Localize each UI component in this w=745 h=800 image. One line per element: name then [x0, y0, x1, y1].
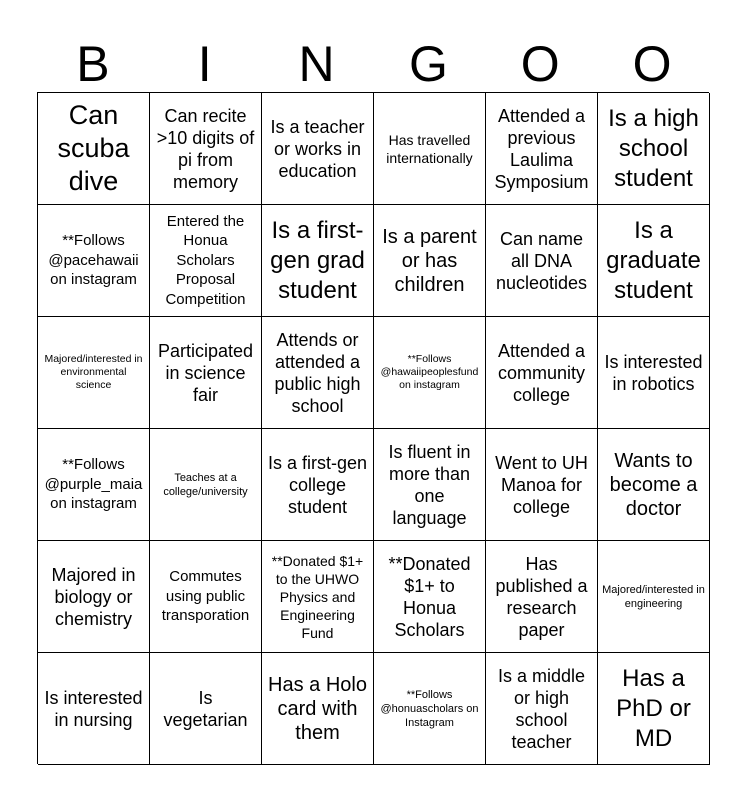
bingo-cell[interactable]: **Follows @purple_maia on instagram [38, 429, 150, 541]
bingo-cell[interactable]: Is a middle or high school teacher [486, 653, 598, 765]
bingo-cell[interactable]: Attends or attended a public high school [262, 317, 374, 429]
bingo-cell[interactable]: **Follows @pacehawaii on instagram [38, 205, 150, 317]
header-letter-g: G [408, 36, 448, 92]
bingo-cell[interactable]: Is vegetarian [150, 653, 262, 765]
bingo-cell[interactable]: Is a first-gen grad student [262, 205, 374, 317]
bingo-cell[interactable]: Can name all DNA nucleotides [486, 205, 598, 317]
bingo-cell[interactable]: Went to UH Manoa for college [486, 429, 598, 541]
bingo-cell[interactable]: Attended a previous Laulima Symposium [486, 93, 598, 205]
bingo-cell[interactable]: Commutes using public transporation [150, 541, 262, 653]
bingo-cell[interactable]: Entered the Honua Scholars Proposal Competition [150, 205, 262, 317]
bingo-cell[interactable]: Has published a research paper [486, 541, 598, 653]
bingo-cell[interactable]: **Follows @honuascholars on Instagram [374, 653, 486, 765]
bingo-cell[interactable]: Majored in biology or chemistry [38, 541, 150, 653]
bingo-cell[interactable]: Wants to become a doctor [598, 429, 710, 541]
header-letter-o: O [520, 36, 560, 92]
bingo-cell[interactable]: Majored/interested in environmental science [38, 317, 150, 429]
bingo-cell[interactable]: Is a first-gen college student [262, 429, 374, 541]
bingo-cell[interactable]: Participated in science fair [150, 317, 262, 429]
header-letter-b: B [76, 36, 110, 92]
bingo-cell[interactable]: Can recite >10 digits of pi from memory [150, 93, 262, 205]
bingo-grid [37, 92, 709, 764]
bingo-cell[interactable]: Is interested in nursing [38, 653, 150, 765]
header-letter-o-2: O [632, 36, 672, 92]
bingo-cell[interactable]: Is interested in robotics [598, 317, 710, 429]
bingo-cell[interactable]: **Follows @hawaiipeoplesfund on instagram [374, 317, 486, 429]
bingo-cell[interactable]: Is a graduate student [598, 205, 710, 317]
bingo-cell[interactable]: Teaches at a college/university [150, 429, 262, 541]
bingo-cell[interactable]: Has a Holo card with them [262, 653, 374, 765]
bingo-header [37, 35, 708, 93]
bingo-cell[interactable]: Is fluent in more than one language [374, 429, 486, 541]
bingo-cell[interactable]: Is a parent or has children [374, 205, 486, 317]
bingo-cell[interactable]: Has travelled internationally [374, 93, 486, 205]
bingo-cell[interactable]: **Donated $1+ to the UHWO Physics and Engineering Fund [262, 541, 374, 653]
bingo-cell[interactable]: Can scuba dive [38, 93, 150, 205]
header-letter-n: N [298, 36, 335, 92]
bingo-cell[interactable]: Attended a community college [486, 317, 598, 429]
bingo-cell[interactable]: Has a PhD or MD [598, 653, 710, 765]
bingo-cell[interactable]: Is a teacher or works in education [262, 93, 374, 205]
bingo-cell[interactable]: **Donated $1+ to Honua Scholars [374, 541, 486, 653]
bingo-cell[interactable]: Is a high school student [598, 93, 710, 205]
bingo-cell[interactable]: Majored/interested in engineering [598, 541, 710, 653]
header-letter-i: I [197, 36, 212, 92]
